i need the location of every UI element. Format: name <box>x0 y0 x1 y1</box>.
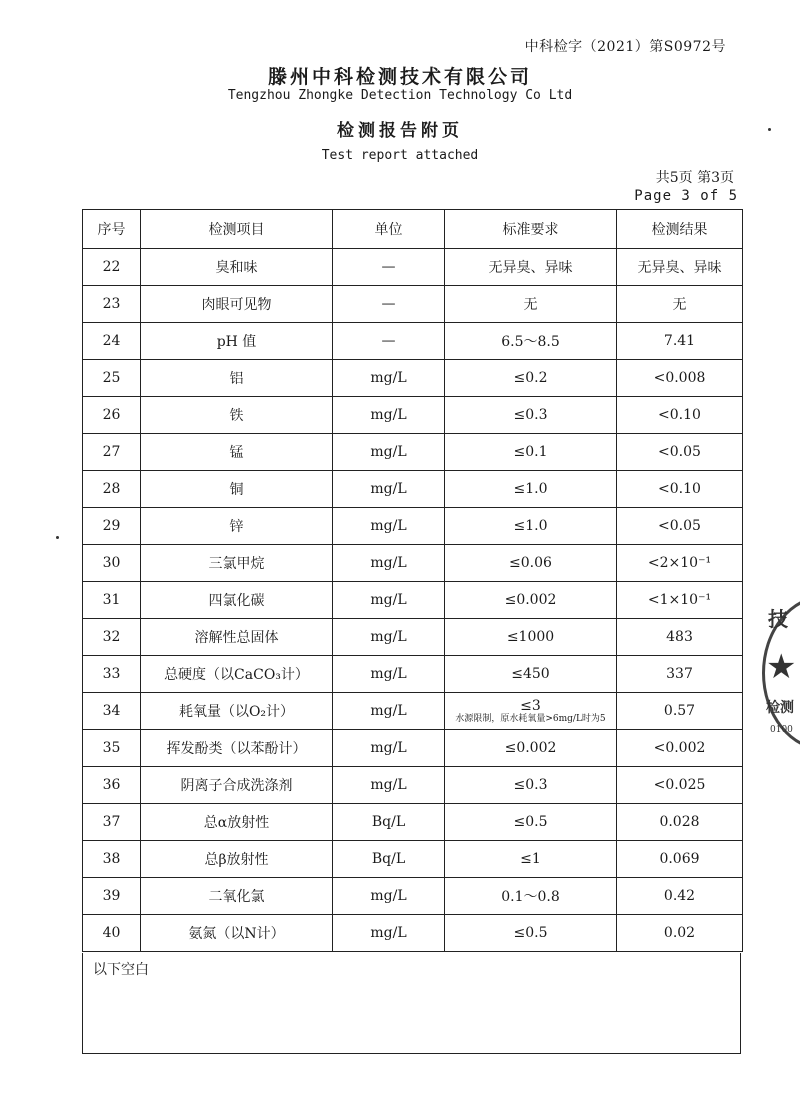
cell-item: 总β放射性 <box>141 841 333 878</box>
cell-unit: — <box>333 323 445 360</box>
cell-standard: ≤0.3 <box>445 767 617 804</box>
column-header-no: 序号 <box>83 210 141 249</box>
cell-unit: mg/L <box>333 582 445 619</box>
cell-item: 溶解性总固体 <box>141 619 333 656</box>
cell-standard: ≤0.5 <box>445 915 617 952</box>
cell-result: 0.57 <box>617 693 743 730</box>
cell-standard: ≤1 <box>445 841 617 878</box>
cell-standard: ≤1.0 <box>445 508 617 545</box>
table-row <box>83 804 743 841</box>
cell-standard: ≤0.5 <box>445 804 617 841</box>
cell-unit: — <box>333 249 445 286</box>
table-row <box>83 434 743 471</box>
cell-unit: mg/L <box>333 508 445 545</box>
table-row <box>83 915 743 952</box>
remark-text: 以下空白 <box>93 962 149 978</box>
document-number: 中科检字（2021）第S0972号 <box>524 39 726 55</box>
table-body <box>83 249 743 952</box>
cell-no: 39 <box>83 878 141 915</box>
cell-result: 0.069 <box>617 841 743 878</box>
table-row <box>83 878 743 915</box>
cell-result: <1×10⁻¹ <box>617 582 743 619</box>
cell-standard: ≤1000 <box>445 619 617 656</box>
page-indicator-cn: 共5页 第3页 <box>655 170 734 186</box>
cell-item: 四氯化碳 <box>141 582 333 619</box>
column-header-item: 检测项目 <box>141 210 333 249</box>
cell-no: 37 <box>83 804 141 841</box>
cell-item: 氨氮（以N计） <box>141 915 333 952</box>
table-row <box>83 693 743 730</box>
cell-result: 0.028 <box>617 804 743 841</box>
page-indicator-en: Page 3 of 5 <box>634 188 738 204</box>
cell-item: 总硬度（以CaCO₃计） <box>141 656 333 693</box>
cell-result: <0.10 <box>617 471 743 508</box>
seal-text-bottom: 检测 <box>766 700 794 716</box>
cell-unit: mg/L <box>333 730 445 767</box>
cell-unit: mg/L <box>333 915 445 952</box>
cell-no: 34 <box>83 693 141 730</box>
cell-standard: ≤1.0 <box>445 471 617 508</box>
cell-item: 阴离子合成洗涤剂 <box>141 767 333 804</box>
cell-unit: mg/L <box>333 434 445 471</box>
cell-standard: ≤450 <box>445 656 617 693</box>
table-row <box>83 730 743 767</box>
cell-item: 耗氧量（以O₂计） <box>141 693 333 730</box>
cell-no: 29 <box>83 508 141 545</box>
table-row <box>83 545 743 582</box>
cell-no: 25 <box>83 360 141 397</box>
table-row <box>83 508 743 545</box>
cell-result: <2×10⁻¹ <box>617 545 743 582</box>
remark-box <box>82 953 741 1054</box>
star-icon: ★ <box>766 647 797 687</box>
cell-result: <0.008 <box>617 360 743 397</box>
cell-standard: ≤0.2 <box>445 360 617 397</box>
cell-item: 挥发酚类（以苯酚计） <box>141 730 333 767</box>
cell-result: <0.05 <box>617 434 743 471</box>
cell-no: 38 <box>83 841 141 878</box>
scan-speck <box>56 536 59 539</box>
cell-unit: — <box>333 286 445 323</box>
cell-result: 无 <box>617 286 743 323</box>
table-row <box>83 360 743 397</box>
cell-standard: 无异臭、异味 <box>445 249 617 286</box>
table-row <box>83 767 743 804</box>
cell-item: 二氧化氯 <box>141 878 333 915</box>
cell-result: 0.02 <box>617 915 743 952</box>
cell-no: 35 <box>83 730 141 767</box>
table-row <box>83 397 743 434</box>
cell-unit: Bq/L <box>333 841 445 878</box>
official-seal <box>762 595 800 745</box>
cell-result: 7.41 <box>617 323 743 360</box>
cell-standard: ≤0.1 <box>445 434 617 471</box>
cell-standard: 0.1～0.8 <box>445 878 617 915</box>
cell-result: <0.002 <box>617 730 743 767</box>
company-name-cn: 滕州中科检测技术有限公司 <box>267 66 532 88</box>
column-header-standard: 标准要求 <box>445 210 617 249</box>
seal-text-top: 技 <box>768 607 788 631</box>
cell-result: <0.10 <box>617 397 743 434</box>
cell-item: 铝 <box>141 360 333 397</box>
cell-result: 0.42 <box>617 878 743 915</box>
table-row <box>83 286 743 323</box>
standard-note: 水源限制，原水耗氧量>6mg/L时为5 <box>455 713 606 724</box>
cell-result: 483 <box>617 619 743 656</box>
table-row <box>83 582 743 619</box>
report-title-cn: 检测报告附页 <box>337 121 463 141</box>
standard-value: ≤3 <box>520 697 541 714</box>
cell-unit: mg/L <box>333 397 445 434</box>
cell-standard: ≤0.06 <box>445 545 617 582</box>
cell-no: 26 <box>83 397 141 434</box>
cell-result: 无异臭、异味 <box>617 249 743 286</box>
cell-unit: mg/L <box>333 693 445 730</box>
table-header-row <box>83 210 743 249</box>
cell-no: 31 <box>83 582 141 619</box>
cell-result: <0.05 <box>617 508 743 545</box>
cell-item: 锰 <box>141 434 333 471</box>
column-header-unit: 单位 <box>333 210 445 249</box>
seal-text-code: 0100 <box>770 725 793 735</box>
cell-standard: 6.5～8.5 <box>445 323 617 360</box>
cell-standard: ≤0.002 <box>445 582 617 619</box>
cell-unit: mg/L <box>333 360 445 397</box>
cell-standard: ≤0.002 <box>445 730 617 767</box>
table-row <box>83 249 743 286</box>
cell-no: 27 <box>83 434 141 471</box>
cell-item: pH 值 <box>141 323 333 360</box>
cell-item: 三氯甲烷 <box>141 545 333 582</box>
table-row <box>83 323 743 360</box>
report-title-en: Test report attached <box>321 148 479 163</box>
cell-standard: 无 <box>445 286 617 323</box>
company-name-en: Tengzhou Zhongke Detection Technology Co Ltd <box>227 88 573 103</box>
cell-no: 28 <box>83 471 141 508</box>
cell-no: 23 <box>83 286 141 323</box>
cell-no: 33 <box>83 656 141 693</box>
table-row <box>83 656 743 693</box>
cell-unit: mg/L <box>333 656 445 693</box>
cell-no: 32 <box>83 619 141 656</box>
cell-unit: mg/L <box>333 471 445 508</box>
cell-result: 337 <box>617 656 743 693</box>
cell-no: 40 <box>83 915 141 952</box>
cell-item: 总α放射性 <box>141 804 333 841</box>
cell-unit: mg/L <box>333 545 445 582</box>
cell-standard: ≤0.3 <box>445 397 617 434</box>
cell-no: 22 <box>83 249 141 286</box>
column-header-result: 检测结果 <box>617 210 743 249</box>
cell-item: 臭和味 <box>141 249 333 286</box>
cell-result: <0.025 <box>617 767 743 804</box>
cell-item: 铜 <box>141 471 333 508</box>
cell-unit: mg/L <box>333 767 445 804</box>
scan-speck <box>768 128 771 131</box>
cell-item: 铁 <box>141 397 333 434</box>
table-row <box>83 619 743 656</box>
cell-item: 锌 <box>141 508 333 545</box>
cell-no: 36 <box>83 767 141 804</box>
cell-unit: mg/L <box>333 619 445 656</box>
cell-no: 30 <box>83 545 141 582</box>
cell-no: 24 <box>83 323 141 360</box>
table-row <box>83 841 743 878</box>
table-row <box>83 471 743 508</box>
cell-unit: Bq/L <box>333 804 445 841</box>
cell-unit: mg/L <box>333 878 445 915</box>
cell-item: 肉眼可见物 <box>141 286 333 323</box>
results-table <box>82 209 743 952</box>
cell-standard <box>445 693 617 730</box>
